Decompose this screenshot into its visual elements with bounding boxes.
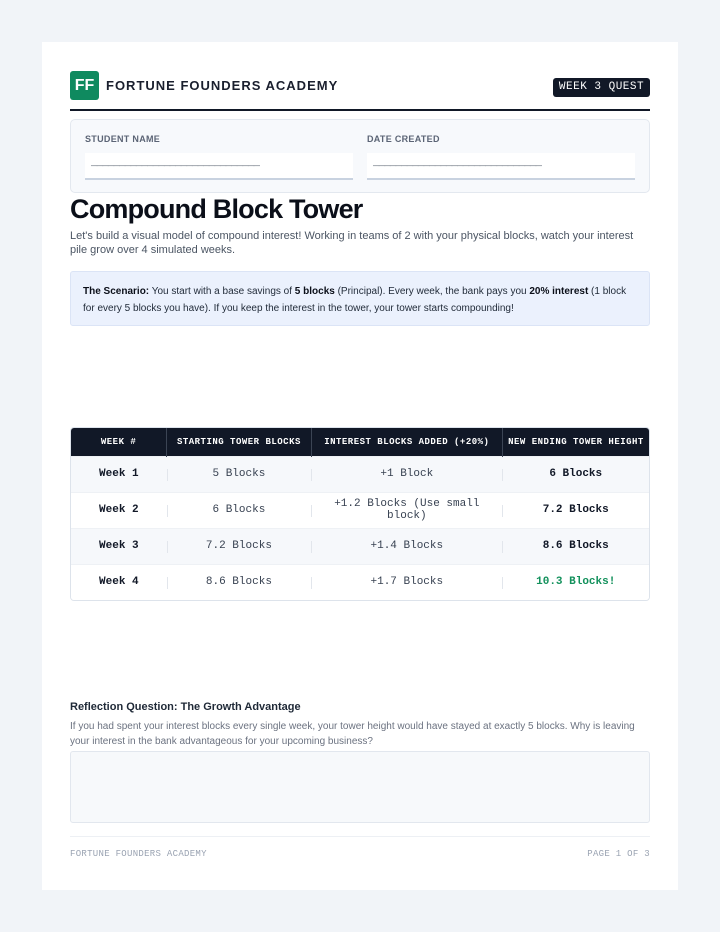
page-title: Compound Block Tower [70, 194, 363, 224]
date-created-input[interactable]: ______________________________ [367, 153, 635, 180]
scenario-principal: 5 blocks [294, 286, 335, 297]
table-row [71, 564, 649, 600]
scenario-callout [70, 271, 650, 326]
footer-brand: FORTUNE FOUNDERS ACADEMY [70, 849, 207, 859]
week-cell: Week 4 [71, 564, 167, 600]
reflection-question: If you had spent your interest blocks every single week, your tower height would have stayed at exactly 5 blocks. Why is leaving your interest in the bank advantageous for your upcoming business? [70, 721, 635, 747]
week-badge: WEEK 3 QUEST [553, 78, 650, 97]
table-header-row [71, 428, 649, 456]
page-number: PAGE 1 OF 3 [587, 849, 650, 859]
table-row [71, 456, 649, 492]
scenario-text-3: (1 block for every 5 blocks you have). If you keep the interest in the tower, your tower starts compounding! [83, 286, 627, 314]
starting-cell: 6 Blocks [167, 492, 312, 528]
starting-cell: 5 Blocks [167, 456, 312, 492]
reflection-title: Reflection Question: The Growth Advantage [70, 701, 301, 713]
reflection-answer-box[interactable] [70, 751, 650, 823]
page-header [70, 71, 650, 101]
col-interest-added: INTEREST BLOCKS ADDED (+20%) [311, 428, 502, 456]
starting-cell: 8.6 Blocks [167, 564, 312, 600]
table-row [71, 492, 649, 528]
scenario-text-1: You start with a base savings of [149, 286, 295, 297]
date-created-field [367, 134, 635, 180]
interest-cell: +1 Block [311, 456, 502, 492]
col-starting-blocks: STARTING TOWER BLOCKS [167, 428, 312, 456]
footer-divider [70, 836, 650, 837]
scenario-text-2: (Principal). Every week, the bank pays you [334, 286, 530, 297]
compound-table [70, 427, 650, 601]
header-divider [70, 109, 650, 111]
week-cell: Week 2 [71, 492, 167, 528]
scenario-interest-rate: 20% interest [529, 286, 589, 297]
intro-text: Let's build a visual model of compound interest! Working in teams of 2 with your physical blocks, watch your interest pile grow over 4 simulated weeks. [70, 230, 634, 256]
ending-cell: 6 Blocks [502, 456, 649, 492]
worksheet-page [42, 42, 678, 890]
student-info-box [70, 119, 650, 193]
week-cell: Week 3 [71, 528, 167, 564]
student-name-input[interactable]: ______________________________ [85, 153, 353, 180]
student-name-field [85, 134, 353, 180]
scenario-lead: The Scenario: [83, 286, 150, 297]
starting-cell: 7.2 Blocks [167, 528, 312, 564]
interest-cell: +1.2 Blocks (Use small block) [311, 492, 502, 528]
interest-cell: +1.4 Blocks [311, 528, 502, 564]
col-ending-height: NEW ENDING TOWER HEIGHT [502, 428, 649, 456]
student-name-label: STUDENT NAME [85, 134, 161, 144]
brand-name: FORTUNE FOUNDERS ACADEMY [106, 78, 339, 93]
table-row [71, 528, 649, 564]
ending-cell: 8.6 Blocks [502, 528, 649, 564]
week-cell: Week 1 [71, 456, 167, 492]
ending-cell: 7.2 Blocks [502, 492, 649, 528]
academy-logo: FF [70, 71, 99, 100]
date-created-label: DATE CREATED [367, 134, 440, 144]
final-ending-cell: 10.3 Blocks! [502, 564, 649, 600]
col-week: WEEK # [71, 428, 167, 456]
interest-cell: +1.7 Blocks [311, 564, 502, 600]
